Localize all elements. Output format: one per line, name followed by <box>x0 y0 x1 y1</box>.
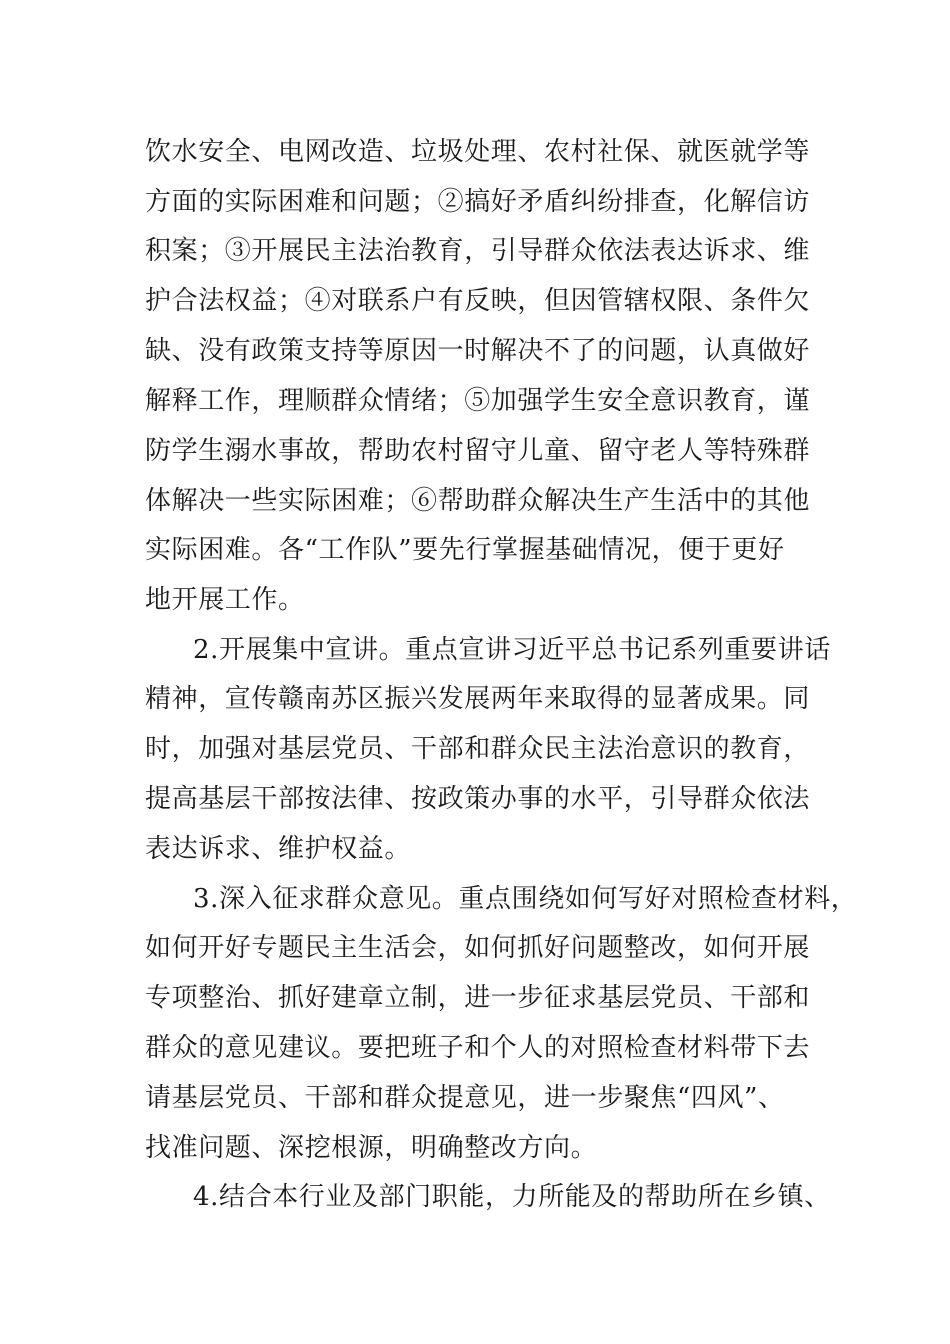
text-line: 方面的实际困难和问题；②搞好矛盾纠纷排查，化解信访 <box>145 187 811 217</box>
text-line: 体解决一些实际困难；⑥帮助群众解决生产生活中的其他 <box>145 486 811 516</box>
text-line: 时，加强对基层党员、干部和群众民主法治意识的教育， <box>145 734 811 764</box>
text-line: 请基层党员、干部和群众提意见，进一步聚焦“四风”、 <box>145 1083 785 1113</box>
text-line: 解释工作，理顺群众情绪；⑤加强学生安全意识教育，谨 <box>145 386 811 416</box>
text-line: 防学生溺水事故，帮助农村留守儿童、留守老人等特殊群 <box>145 436 811 466</box>
text-line: 地开展工作。 <box>145 585 305 615</box>
text-line: 如何开好专题民主生活会，如何抓好问题整改，如何开展 <box>145 933 811 963</box>
text-line: 缺、没有政策支持等原因一时解决不了的问题，认真做好 <box>145 336 811 366</box>
text-line: 找准问题、深挖根源，明确整改方向。 <box>145 1133 598 1163</box>
text-line: 群众的意见建议。要把班子和个人的对照检查材料带下去 <box>145 1033 811 1063</box>
text-line: 积案；③开展民主法治教育，引导群众依法表达诉求、维 <box>145 236 811 266</box>
text-line: 精神，宣传赣南苏区振兴发展两年来取得的显著成果。同 <box>145 684 811 714</box>
text-line: 实际困难。各“工作队”要先行掌握基础情况，便于更好 <box>145 535 785 565</box>
text-line: 专项整治、抓好建章立制，进一步征求基层党员、干部和 <box>145 983 811 1013</box>
text-line: 饮水安全、电网改造、垃圾处理、农村社保、就医就学等 <box>145 137 811 167</box>
paragraph-2-first-line: 2.开展集中宣讲。重点宣讲习近平总书记系列重要讲话 <box>193 635 831 665</box>
text-line: 提高基层干部按法律、按政策办事的水平，引导群众依法 <box>145 784 811 814</box>
text-line: 护合法权益；④对联系户有反映，但因管辖权限、条件欠 <box>145 286 811 316</box>
text-line: 表达诉求、维护权益。 <box>145 834 412 864</box>
paragraph-4-first-line: 4.结合本行业及部门职能，力所能及的帮助所在乡镇、 <box>193 1182 831 1212</box>
paragraph-3-first-line: 3.深入征求群众意见。重点围绕如何写好对照检查材料， <box>193 884 858 914</box>
